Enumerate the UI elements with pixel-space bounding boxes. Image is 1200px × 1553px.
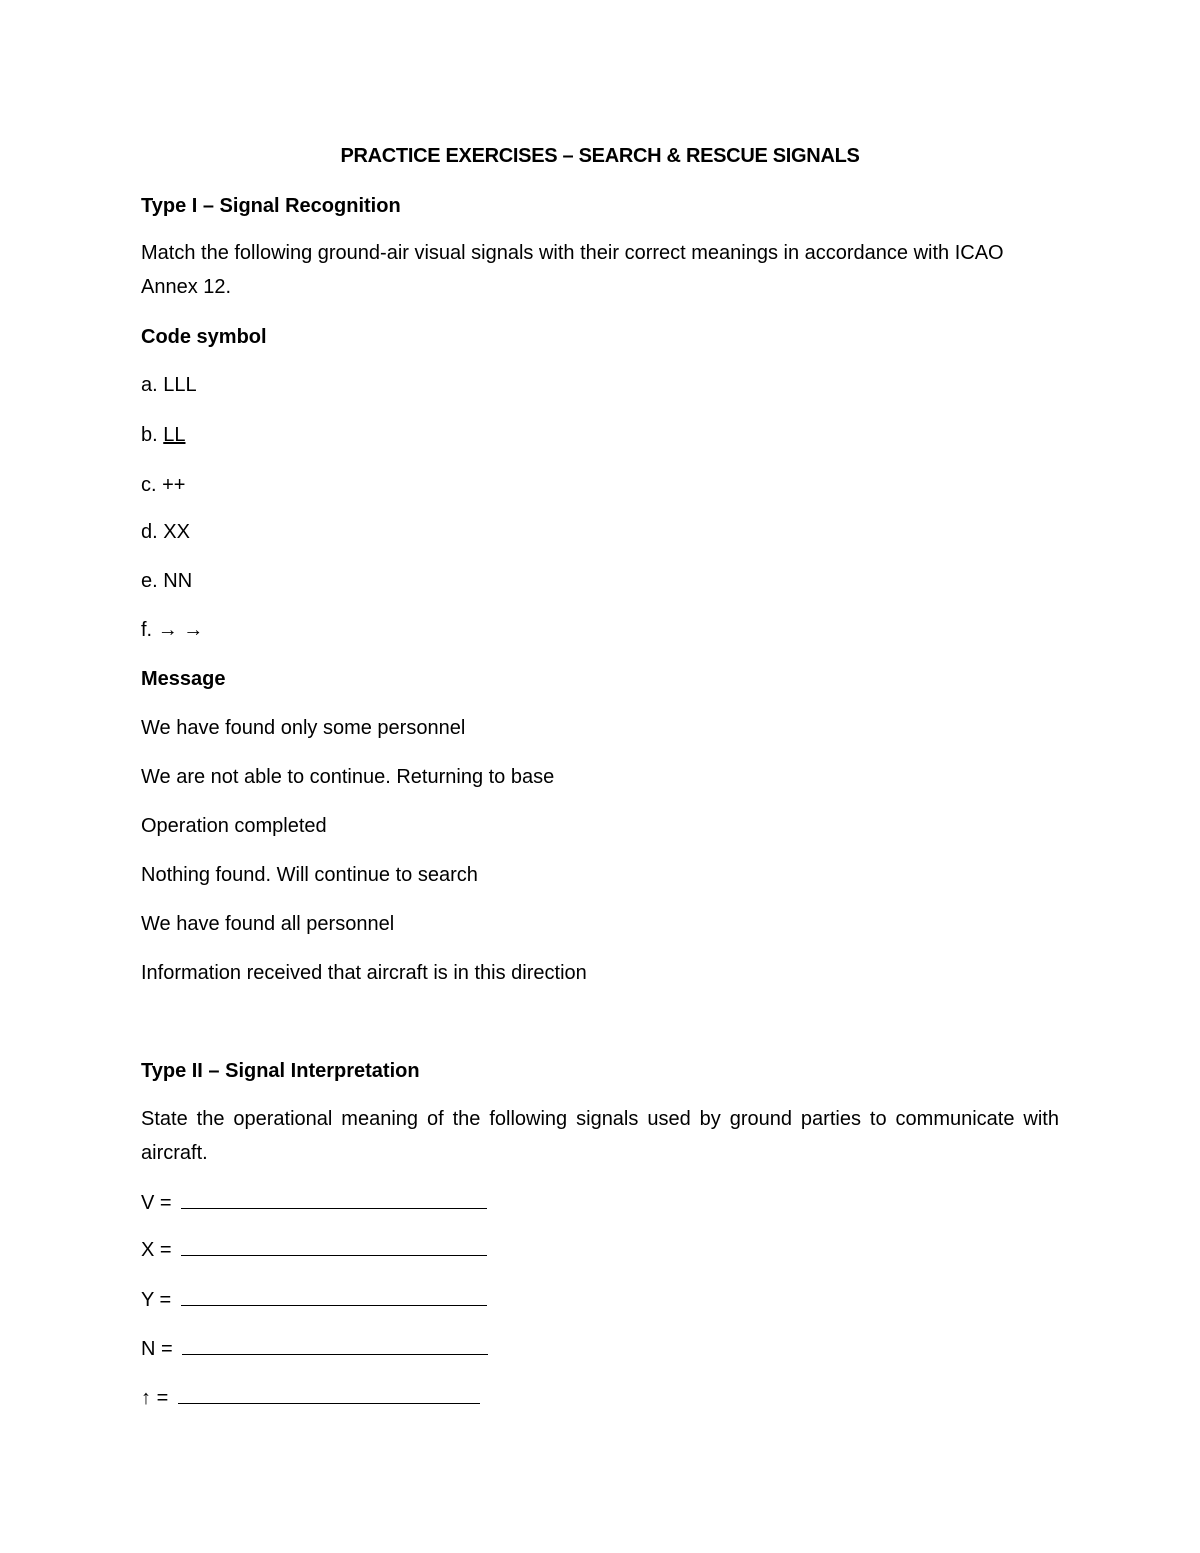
answer-blank[interactable] xyxy=(181,1192,487,1209)
equals-sign: = xyxy=(161,1338,173,1360)
code-symbol: → → xyxy=(157,619,204,641)
code-symbol: LL xyxy=(163,424,186,446)
signal-symbol: X xyxy=(141,1239,155,1261)
signal-symbol: Y xyxy=(141,1289,154,1311)
answer-blank[interactable] xyxy=(182,1338,488,1355)
signal-answer-row xyxy=(141,1385,480,1411)
signal-answer-row xyxy=(141,1237,487,1263)
message-item: We have found only some personnel xyxy=(141,717,466,739)
message-item: Nothing found. Will continue to search xyxy=(141,864,478,886)
message-item: We are not able to continue. Returning to base xyxy=(141,766,555,788)
equals-sign: = xyxy=(159,1192,172,1214)
code-symbol-heading: Code symbol xyxy=(141,326,267,348)
code-symbol: NN xyxy=(163,570,193,592)
code-letter: c. xyxy=(141,474,157,496)
message-heading: Message xyxy=(141,668,226,690)
message-item: Information received that aircraft is in this direction xyxy=(141,962,587,984)
type1-heading: Type I – Signal Recognition xyxy=(141,195,401,217)
code-item-a xyxy=(141,372,197,398)
equals-sign: = xyxy=(156,1387,169,1409)
message-item: We have found all personnel xyxy=(141,913,395,935)
code-symbol: LLL xyxy=(163,374,197,396)
signal-answer-row xyxy=(141,1336,488,1362)
code-item-e xyxy=(141,568,192,594)
signal-symbol: V xyxy=(141,1192,155,1214)
code-item-c xyxy=(141,472,185,498)
up-arrow-icon: ↑ xyxy=(141,1387,151,1409)
signal-answer-row xyxy=(141,1287,487,1313)
code-letter: b. xyxy=(141,424,158,446)
answer-blank[interactable] xyxy=(181,1289,487,1306)
equals-sign: = xyxy=(159,1289,172,1311)
code-symbol: ++ xyxy=(162,474,186,496)
answer-blank[interactable] xyxy=(178,1387,480,1404)
code-symbol: XX xyxy=(163,521,190,543)
message-item: Operation completed xyxy=(141,815,327,837)
code-letter: a. xyxy=(141,374,158,396)
type2-instruction: State the operational meaning of the following signals used by ground parties to communicate with aircraft. xyxy=(141,1108,1059,1164)
code-letter: d. xyxy=(141,521,158,543)
answer-blank[interactable] xyxy=(181,1239,487,1256)
code-item-b xyxy=(141,422,186,448)
code-letter: f. xyxy=(141,619,153,641)
code-letter: e. xyxy=(141,570,158,592)
code-item-f xyxy=(141,617,203,643)
signal-symbol: N xyxy=(141,1338,156,1360)
equals-sign: = xyxy=(159,1239,172,1261)
code-item-d xyxy=(141,519,190,545)
document-title: PRACTICE EXERCISES – SEARCH & RESCUE SIGNALS xyxy=(340,145,860,167)
signal-answer-row xyxy=(141,1190,487,1216)
type2-heading: Type II – Signal Interpretation xyxy=(141,1060,420,1082)
type1-instruction: Match the following ground-air visual signals with their correct meanings in accordance with ICAO Annex 12. xyxy=(141,242,1004,298)
